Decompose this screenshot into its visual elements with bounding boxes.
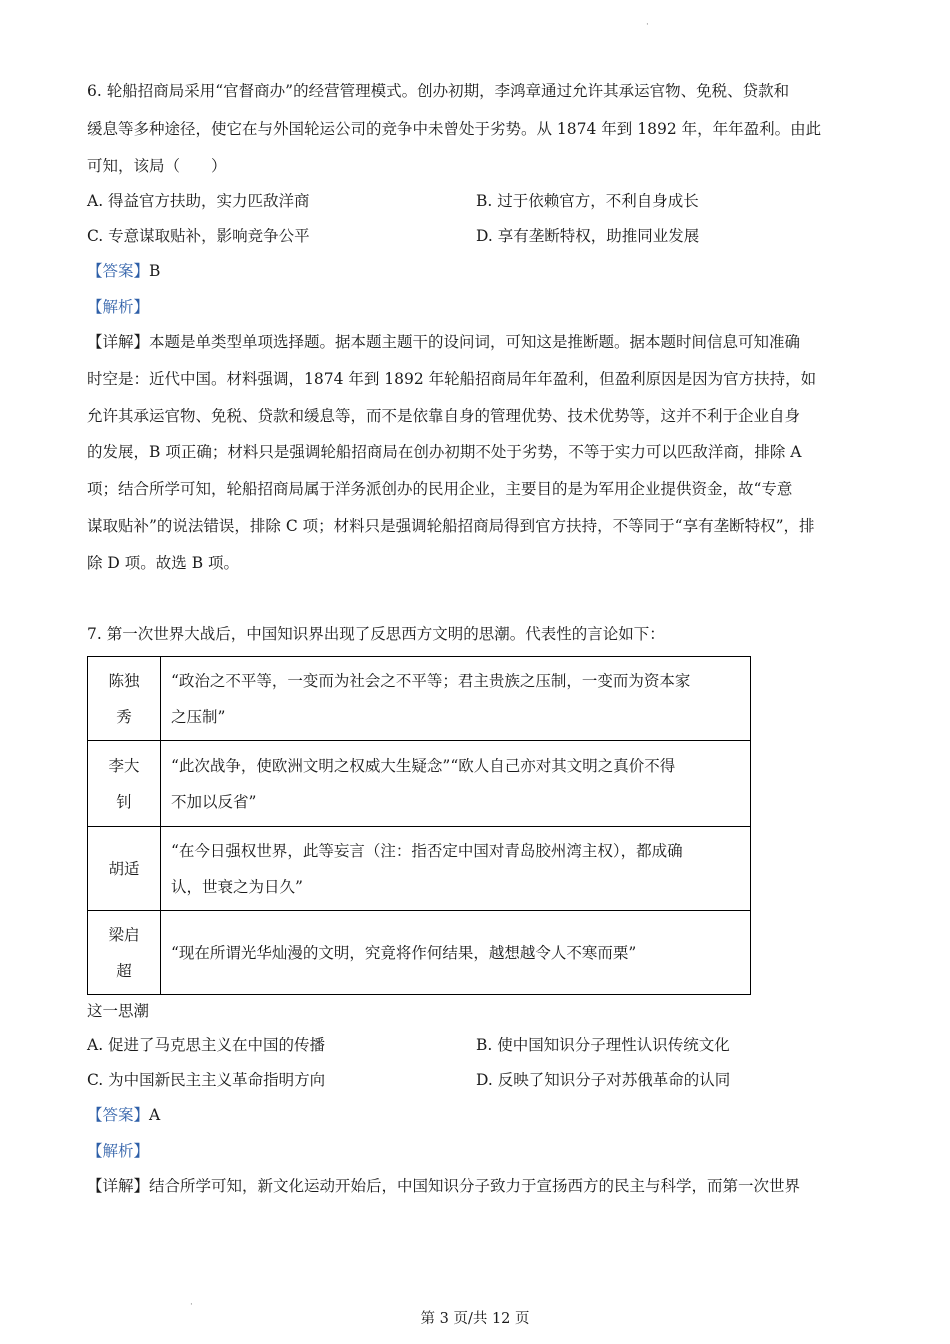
q6-stem-line-1: 6. 轮船招商局采用“官督商办”的经营管理模式。创办初期，李鸿章通过允许其承运官物、免税、贷款和 bbox=[87, 82, 790, 100]
quote-text: “现在所谓光华灿漫的文明，究竟将作何结果，越想越令人不寒而栗” bbox=[161, 911, 751, 995]
q7-answer bbox=[87, 1104, 160, 1126]
detail-tag: 【详解】 bbox=[87, 1177, 150, 1195]
q7-stem: 7. 第一次世界大战后，中国知识界出现了反思西方文明的思潮。代表性的言论如下： bbox=[87, 625, 665, 643]
q6-detail-line-5: 项；结合所学可知，轮船招商局属于洋务派创办的民用企业，主要目的是为军用企业提供资金，故“专意 bbox=[87, 480, 793, 498]
q7-after-table: 这一思潮 bbox=[87, 1002, 150, 1020]
table-row bbox=[88, 911, 751, 995]
quote-text: “政治之不平等，一变而为社会之不平等；君主贵族之压制，一变而为资本家 之压制” bbox=[161, 657, 751, 741]
answer-tag: 【答案】 bbox=[87, 1106, 150, 1124]
q6-option-c: C. 专意谋取贴补，影响竞争公平 bbox=[87, 227, 310, 245]
q7-analysis-tag: 【解析】 bbox=[87, 1142, 150, 1160]
quote-text: “在今日强权世界，此等妄言（注：指否定中国对青岛胶州湾主权），都成确 认，世衰之为日久” bbox=[161, 827, 751, 911]
q6-detail-line-7: 除 D 项。故选 B 项。 bbox=[87, 554, 240, 572]
q6-detail-line-4: 的发展，B 项正确；材料只是强调轮船招商局在创办初期不处于劣势，不等于实力可以匹敌洋商，排除 A bbox=[87, 443, 802, 461]
scan-dot: · bbox=[646, 20, 649, 30]
detail-tag: 【详解】 bbox=[87, 333, 150, 351]
q7-option-b: B. 使中国知识分子理性认识传统文化 bbox=[476, 1036, 730, 1054]
person-name: 梁启 超 bbox=[88, 911, 161, 995]
quote-text: “此次战争，使欧洲文明之权威大生疑念”“欧人自己亦对其文明之真价不得 不加以反省” bbox=[161, 741, 751, 827]
q6-option-b: B. 过于依赖官方，不利自身成长 bbox=[476, 192, 699, 210]
q6-option-d: D. 享有垄断特权，助推同业发展 bbox=[476, 227, 700, 245]
q6-stem-line-3: 可知，该局（ ） bbox=[87, 157, 227, 175]
q6-analysis-tag: 【解析】 bbox=[87, 298, 150, 316]
q6-detail-line-2: 时空是：近代中国。材料强调，1874 年到 1892 年轮船招商局年年盈利，但盈利原因是因为官方扶持，如 bbox=[87, 370, 817, 388]
answer-tag: 【答案】 bbox=[87, 262, 150, 280]
q7-option-a: A. 促进了马克思主义在中国的传播 bbox=[87, 1036, 326, 1054]
q6-detail-line-6: 谋取贴补”的说法错误，排除 C 项；材料只是强调轮船招商局得到官方扶持，不等同于“享有垄断特权”，排 bbox=[87, 517, 815, 535]
q7-option-c: C. 为中国新民主主义革命指明方向 bbox=[87, 1071, 326, 1089]
q6-answer bbox=[87, 260, 160, 282]
q6-stem-line-2: 缓息等多种途径，使它在与外国轮运公司的竞争中未曾处于劣势。从 1874 年到 1892 年，年年盈利。由此 bbox=[87, 120, 822, 138]
q7-detail-line-1: 【详解】结合所学可知，新文化运动开始后，中国知识分子致力于宣扬西方的民主与科学，而第一次世界 bbox=[87, 1177, 801, 1195]
q6-detail-line-3: 允许其承运官物、免税、贷款和缓息等，而不是依靠自身的管理优势、技术优势等，这并不利于企业自身 bbox=[87, 407, 801, 425]
answer-value: A bbox=[149, 1106, 161, 1124]
q6-detail-line-1: 【详解】本题是单类型单项选择题。据本题主题干的设问词，可知这是推断题。据本题时间信息可知准确 bbox=[87, 333, 801, 351]
answer-value: B bbox=[149, 262, 161, 280]
person-name: 胡适 bbox=[88, 827, 161, 911]
table-row bbox=[88, 741, 751, 827]
quotes-table bbox=[87, 656, 751, 995]
q6-option-a: A. 得益官方扶助，实力匹敌洋商 bbox=[87, 192, 310, 210]
q7-option-d: D. 反映了知识分子对苏俄革命的认同 bbox=[476, 1071, 731, 1089]
table-row bbox=[88, 657, 751, 741]
page-footer: 第 3 页/共 12 页 bbox=[420, 1311, 530, 1327]
person-name: 李大 钊 bbox=[88, 741, 161, 827]
table-row bbox=[88, 827, 751, 911]
scan-dot: · bbox=[190, 1300, 193, 1310]
person-name: 陈独 秀 bbox=[88, 657, 161, 741]
